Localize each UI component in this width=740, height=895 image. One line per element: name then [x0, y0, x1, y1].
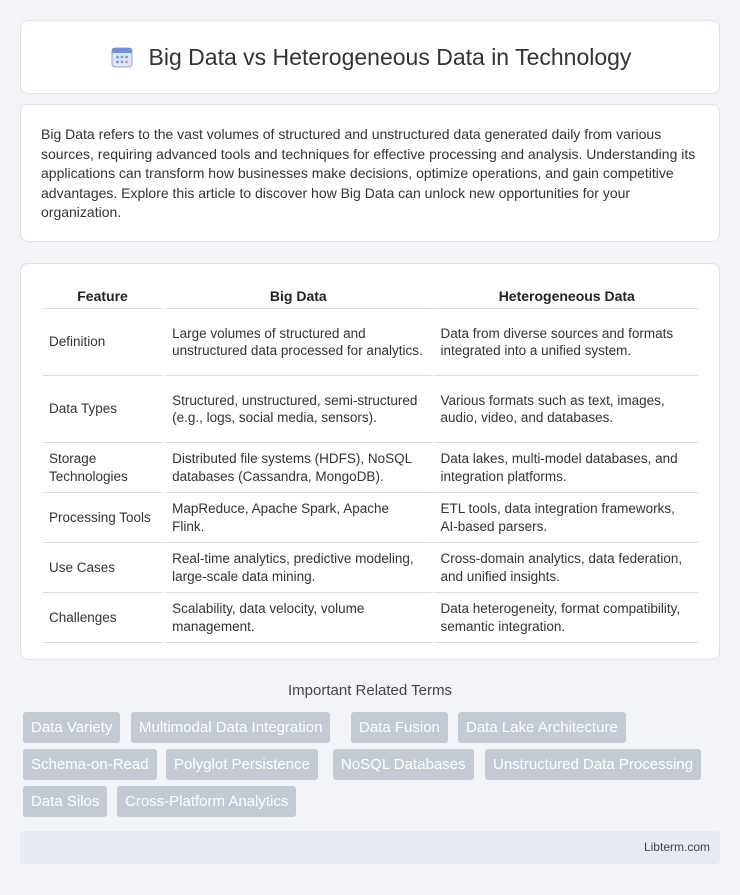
- table-header-big-data: Big Data: [162, 284, 430, 309]
- table-row: [43, 543, 699, 593]
- table-header-heterogeneous-data: Heterogeneous Data: [431, 284, 699, 309]
- tag-schema-on-read[interactable]: Schema-on-Read: [23, 749, 157, 780]
- table-cell-big-data: Structured, unstructured, semi-structured (e.g., logs, social media, sensors).: [162, 376, 430, 443]
- tag-unstructured-data-processing[interactable]: Unstructured Data Processing: [485, 749, 701, 780]
- table-cell-feature: Challenges: [43, 593, 162, 643]
- comparison-table-card: [20, 263, 720, 660]
- page-title: Big Data vs Heterogeneous Data in Technology: [148, 43, 632, 70]
- intro-card: [20, 104, 720, 242]
- table-cell-feature: Storage Technologies: [43, 443, 162, 493]
- table-cell-big-data: Scalability, data velocity, volume management.: [162, 593, 430, 643]
- table-row: [43, 443, 699, 493]
- table-cell-heterogeneous: ETL tools, data integration frameworks, AI-based parsers.: [431, 493, 699, 543]
- table-cell-big-data: Large volumes of structured and unstructured data processed for analytics.: [162, 309, 430, 376]
- table-cell-heterogeneous: Cross-domain analytics, data federation, and unified insights.: [431, 543, 699, 593]
- table-cell-heterogeneous: Data heterogeneity, format compatibility, semantic integration.: [431, 593, 699, 643]
- tag-data-lake-architecture[interactable]: Data Lake Architecture: [458, 712, 626, 743]
- comparison-table: [43, 284, 699, 643]
- table-header-feature: Feature: [43, 284, 162, 309]
- table-cell-feature: Definition: [43, 309, 162, 376]
- title-card: [20, 20, 720, 94]
- tag-polyglot-persistence[interactable]: Polyglot Persistence: [166, 749, 318, 780]
- footer: [20, 831, 720, 864]
- table-cell-feature: Data Types: [43, 376, 162, 443]
- intro-text: Big Data refers to the vast volumes of structured and unstructured data generated daily from various sources, requiring advanced tools and techniques for effective processing and analysis. Understanding its applications can transform how businesses make decisions, optimize operations, and gain competitive advantages. Explore this article to discover how Big Data can unlock new opportunities for your organization.: [41, 126, 696, 220]
- table-cell-heterogeneous: Various formats such as text, images, audio, video, and databases.: [431, 376, 699, 443]
- table-row: [43, 493, 699, 543]
- table-cell-feature: Use Cases: [43, 543, 162, 593]
- table-cell-feature: Processing Tools: [43, 493, 162, 543]
- table-header-row: [43, 284, 699, 309]
- tag-data-variety[interactable]: Data Variety: [23, 712, 120, 743]
- tag-data-fusion[interactable]: Data Fusion: [351, 712, 448, 743]
- table-cell-heterogeneous: Data lakes, multi-model databases, and integration platforms.: [431, 443, 699, 493]
- table-cell-big-data: Real-time analytics, predictive modeling, large-scale data mining.: [162, 543, 430, 593]
- tag-multimodal-data-integration[interactable]: Multimodal Data Integration: [131, 712, 330, 743]
- tag-nosql-databases[interactable]: NoSQL Databases: [333, 749, 474, 780]
- document-calendar-icon: [109, 44, 135, 70]
- related-terms-heading: Important Related Terms: [288, 682, 452, 699]
- tag-data-silos[interactable]: Data Silos: [23, 786, 107, 817]
- table-cell-big-data: MapReduce, Apache Spark, Apache Flink.: [162, 493, 430, 543]
- tag-cross-platform-analytics[interactable]: Cross-Platform Analytics: [117, 786, 296, 817]
- table-row: [43, 376, 699, 443]
- table-row: [43, 309, 699, 376]
- table-cell-big-data: Distributed file systems (HDFS), NoSQL databases (Cassandra, MongoDB).: [162, 443, 430, 493]
- table-cell-heterogeneous: Data from diverse sources and formats integrated into a unified system.: [431, 309, 699, 376]
- footer-site-link[interactable]: Libterm.com: [643, 840, 710, 854]
- table-row: [43, 593, 699, 643]
